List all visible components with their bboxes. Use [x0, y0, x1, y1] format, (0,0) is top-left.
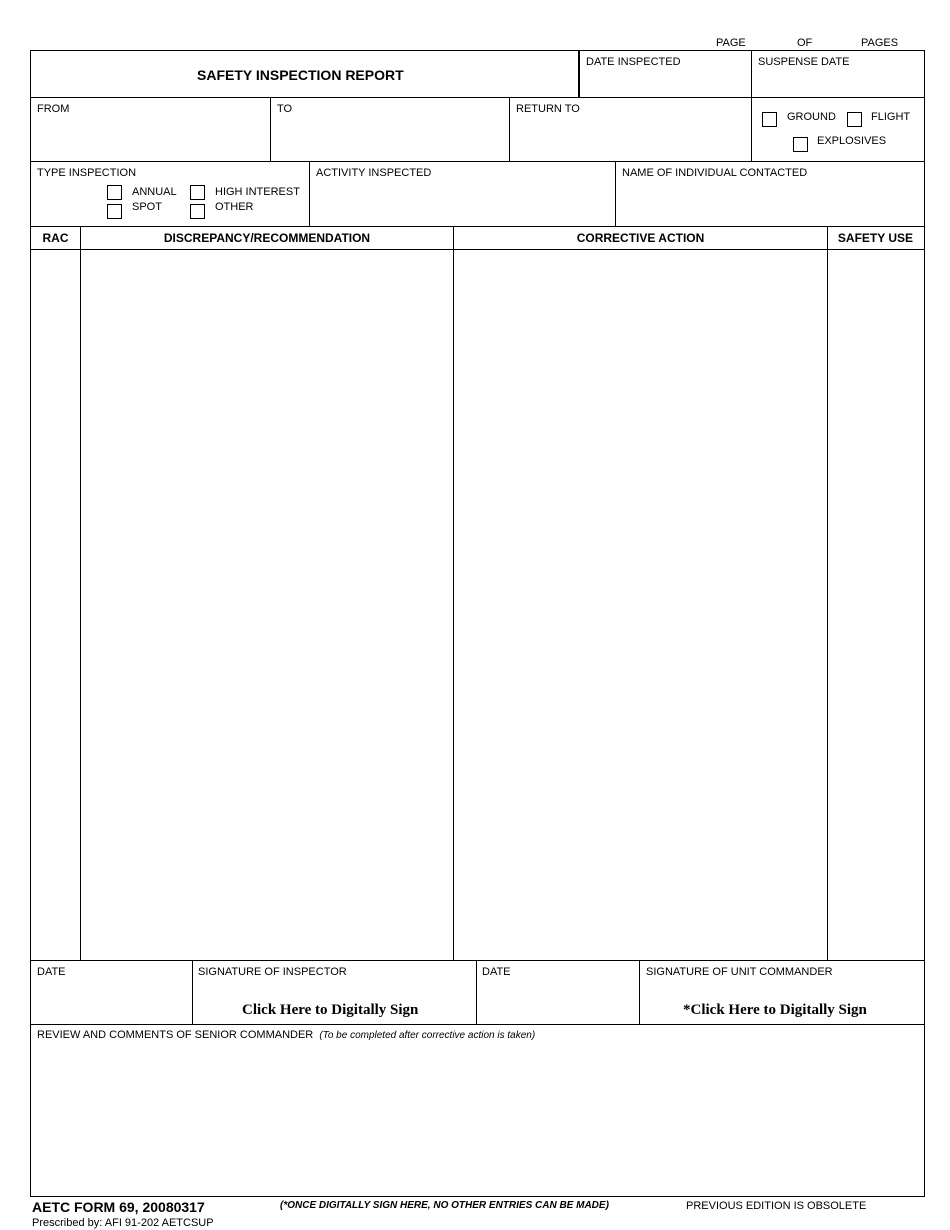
signature-inspector-label: SIGNATURE OF INSPECTOR — [198, 966, 347, 978]
individual-contacted-label: NAME OF INDIVIDUAL CONTACTED — [622, 167, 808, 179]
ground-checkbox[interactable] — [762, 112, 777, 127]
return-to-label: RETURN TO — [516, 103, 580, 115]
suspense-date-label: SUSPENSE DATE — [758, 56, 850, 68]
review-comments-field[interactable] — [33, 1044, 921, 1192]
corrective-action-column-header: CORRECTIVE ACTION — [576, 231, 705, 245]
divider — [30, 960, 924, 961]
activity-inspected-label: ACTIVITY INSPECTED — [316, 167, 432, 179]
divider — [30, 1024, 924, 1025]
divider — [615, 161, 616, 227]
commander-sign-button[interactable]: *Click Here to Digitally Sign — [683, 1002, 867, 1018]
form-id: AETC FORM 69, 20080317 — [32, 1199, 205, 1215]
divider — [476, 960, 477, 1025]
of-label: OF — [797, 37, 813, 49]
form-title: SAFETY INSPECTION REPORT — [197, 67, 404, 83]
annual-label: ANNUAL — [132, 186, 177, 198]
activity-inspected-field[interactable] — [312, 181, 613, 224]
discrepancy-field[interactable] — [83, 252, 451, 958]
divider — [639, 960, 640, 1025]
flight-label: FLIGHT — [871, 111, 911, 123]
ground-label: GROUND — [787, 111, 836, 123]
safety-use-field[interactable] — [830, 252, 921, 958]
divider — [751, 50, 752, 98]
rac-field[interactable] — [32, 252, 78, 958]
inspector-date-field[interactable] — [33, 980, 190, 1022]
review-label — [37, 1029, 535, 1042]
date-label: DATE — [482, 966, 511, 978]
suspense-date-field[interactable] — [754, 70, 920, 96]
safety-use-column-header: SAFETY USE — [837, 231, 914, 245]
review-label-text: REVIEW AND COMMENTS OF SENIOR COMMANDER — [37, 1029, 314, 1041]
date-label: DATE — [37, 966, 66, 978]
divider — [80, 226, 81, 961]
other-checkbox[interactable] — [190, 204, 205, 219]
prescribed-by: Prescribed by: AFI 91-202 AETCSUP — [32, 1217, 214, 1229]
divider — [30, 97, 924, 98]
signature-commander-label: SIGNATURE OF UNIT COMMANDER — [646, 966, 833, 978]
divider — [453, 226, 454, 961]
divider — [192, 960, 193, 1025]
to-label: TO — [277, 103, 293, 115]
explosives-label: EXPLOSIVES — [817, 135, 887, 147]
from-field[interactable] — [33, 117, 268, 159]
date-inspected-field[interactable] — [582, 70, 748, 96]
divider — [30, 226, 924, 227]
explosives-checkbox[interactable] — [793, 137, 808, 152]
date-inspected-label: DATE INSPECTED — [586, 56, 681, 68]
individual-contacted-field[interactable] — [618, 181, 920, 224]
commander-date-field[interactable] — [478, 980, 637, 1022]
divider — [751, 97, 752, 162]
digital-sign-notice: (*ONCE DIGITALLY SIGN HERE, NO OTHER ENTRIES CAN BE MADE) — [280, 1200, 609, 1211]
return-to-field[interactable] — [512, 117, 749, 159]
divider — [30, 161, 924, 162]
to-field[interactable] — [273, 117, 507, 159]
edition-notice: PREVIOUS EDITION IS OBSOLETE — [686, 1200, 867, 1212]
flight-checkbox[interactable] — [847, 112, 862, 127]
annual-checkbox[interactable] — [107, 185, 122, 200]
other-label: OTHER — [215, 201, 254, 213]
page-label: PAGE — [716, 37, 746, 49]
from-label: FROM — [37, 103, 70, 115]
rac-column-header: RAC — [42, 231, 69, 245]
divider — [309, 161, 310, 227]
review-note: (To be completed after corrective action is taken) — [319, 1030, 536, 1041]
divider — [827, 226, 828, 961]
corrective-action-field[interactable] — [456, 252, 825, 958]
type-inspection-label: TYPE INSPECTION — [37, 167, 137, 179]
pages-label: PAGES — [861, 37, 899, 49]
divider — [578, 50, 580, 98]
spot-checkbox[interactable] — [107, 204, 122, 219]
inspector-sign-button[interactable]: Click Here to Digitally Sign — [242, 1002, 419, 1018]
divider — [30, 249, 924, 250]
high-interest-label: HIGH INTEREST — [215, 186, 300, 198]
discrepancy-column-header: DISCREPANCY/RECOMMENDATION — [163, 231, 371, 245]
divider — [270, 97, 271, 162]
spot-label: SPOT — [132, 201, 162, 213]
divider — [509, 97, 510, 162]
high-interest-checkbox[interactable] — [190, 185, 205, 200]
